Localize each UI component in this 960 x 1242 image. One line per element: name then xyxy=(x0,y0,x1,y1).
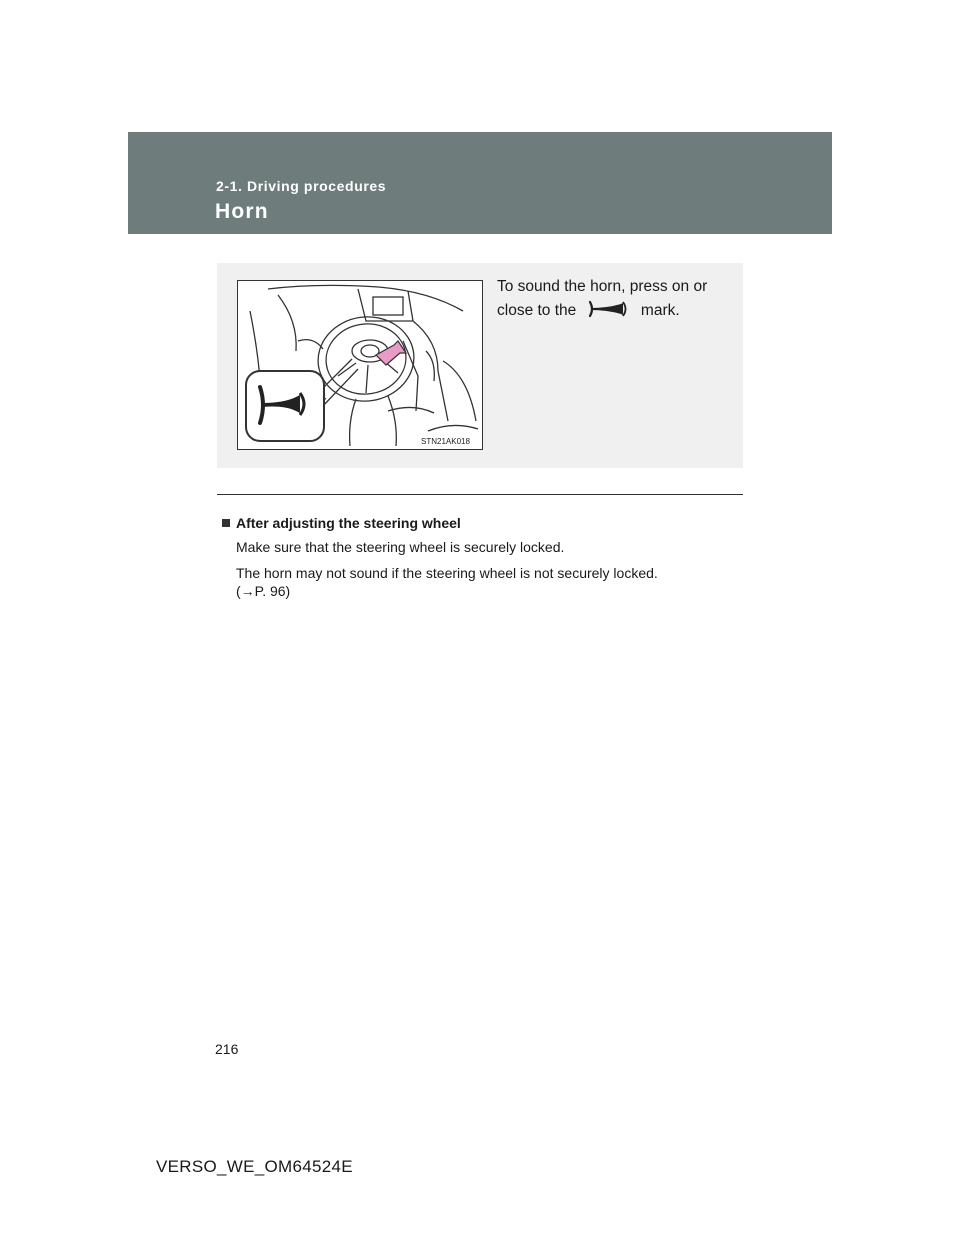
note-line-1: Make sure that the steering wheel is securely locked. xyxy=(236,539,565,555)
dashboard-drawing xyxy=(238,281,482,449)
horn-mark-icon xyxy=(587,300,631,318)
divider-line xyxy=(217,494,743,495)
note-line-2-text: The horn may not sound if the steering wheel is not securely locked. xyxy=(236,565,658,581)
section-label: 2-1. Driving procedures xyxy=(216,178,387,194)
note-line-2 xyxy=(236,564,742,600)
figure-caption xyxy=(497,275,733,323)
page-number: 216 xyxy=(215,1041,239,1057)
document-code: VERSO_WE_OM64524E xyxy=(156,1157,353,1176)
figure-code: STN21AK018 xyxy=(421,437,470,446)
page-reference: (→P. 96) xyxy=(236,583,291,599)
note-heading-text: After adjusting the steering wheel xyxy=(236,515,461,531)
note-section xyxy=(222,514,742,608)
steering-wheel-illustration xyxy=(237,280,483,450)
figure-panel xyxy=(217,263,743,468)
square-bullet-icon xyxy=(222,519,230,527)
section-header xyxy=(128,132,832,234)
caption-text-1: To sound the horn, press on or close to the xyxy=(497,278,708,319)
page-title: Horn xyxy=(215,200,269,223)
caption-text-2: mark. xyxy=(640,302,680,319)
note-heading xyxy=(222,514,742,532)
